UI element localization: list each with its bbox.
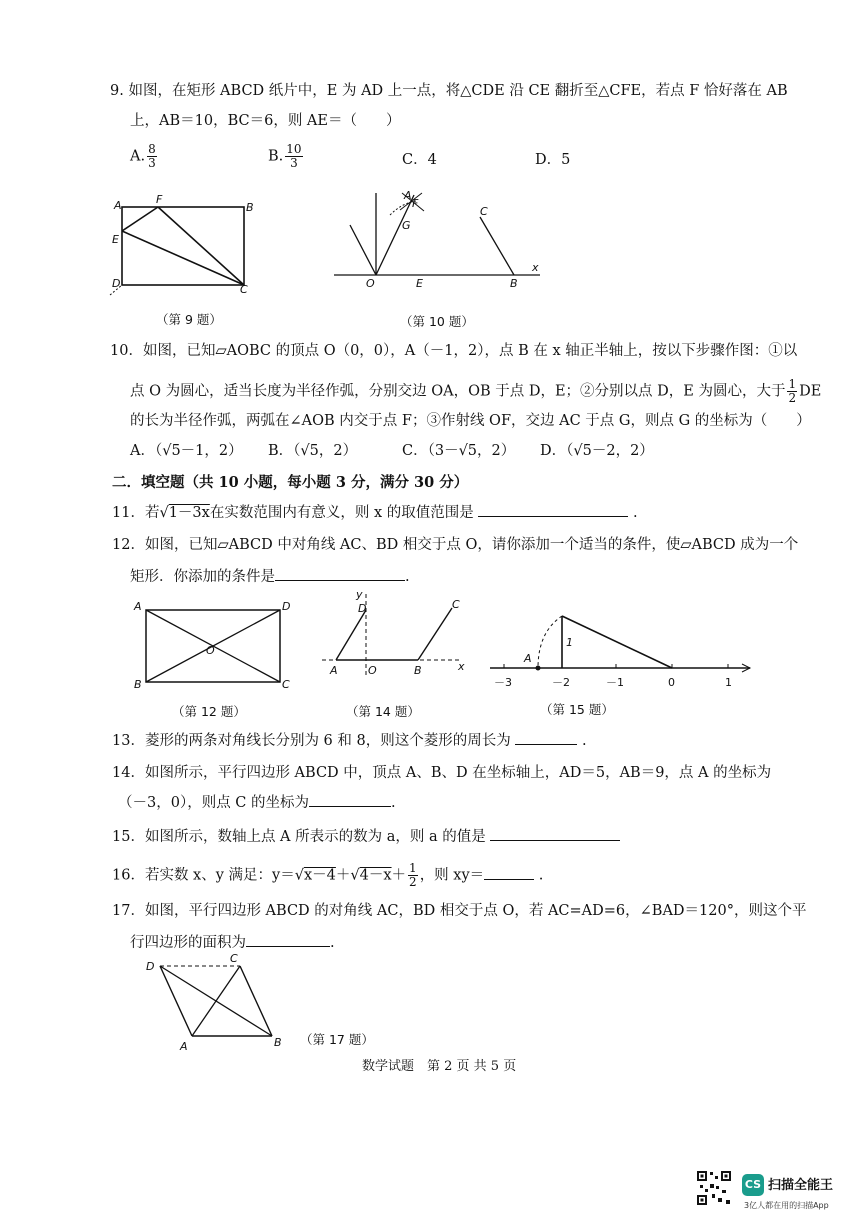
q12-line1: 12．如图，已知▱ABCD 中对角线 AC、BD 相交于点 O，请你添加一个适当的条件，使▱ABCD 成为一个	[112, 537, 799, 553]
q10-option-a: A．（√5－1，2）	[130, 443, 243, 459]
figure-12	[130, 600, 300, 695]
q17-answer-blank[interactable]	[246, 946, 330, 947]
camscanner-tagline: 3亿人都在用的扫描App	[744, 1201, 829, 1210]
fig14-label-c: C	[452, 598, 460, 611]
q10-line1: 10．如图，已知▱AOBC 的顶点 O（0，0），A（－1，2），点 B 在 x 轴正半轴上，按以下步骤作图：①以	[110, 343, 798, 359]
fig10-label-o: O	[366, 277, 375, 290]
fig15-tick-m3: －3	[494, 676, 512, 689]
figure-17	[140, 950, 300, 1053]
q16: 16．若实数 x、y 满足：y＝√x－4＋√4－x＋ $\frac{1}{2}$ ，则 xy＝ .	[112, 861, 544, 889]
fig17-label-b: B	[274, 1036, 282, 1049]
fig15-tick-1: 1	[725, 676, 732, 689]
fig9-label-d: D	[112, 277, 121, 290]
q12-answer-blank[interactable]	[275, 580, 405, 581]
q12-caption: （第 12 题）	[172, 704, 246, 719]
camscanner-logo: CS	[742, 1174, 764, 1196]
q10-line2: 点 O 为圆心，适当长度为半径作弧，分别交边 OA，OB 于点 D，E；②分别以点 D，E 为圆心，大于 $\frac{1}{2}$ DE	[130, 377, 822, 405]
q9-line2: 上，AB＝10，BC＝6，则 AE＝（ ）	[130, 113, 401, 129]
fig14-label-o: O	[368, 664, 377, 677]
fig10-label-f: F	[412, 197, 419, 210]
figure-15	[486, 610, 756, 690]
fig9-label-c: C	[240, 283, 248, 296]
fig14-label-x: x	[458, 660, 465, 673]
fig12-label-o: O	[206, 644, 215, 657]
fig10-label-e: E	[416, 277, 423, 290]
fig10-label-b: B	[510, 277, 518, 290]
fig9-label-a: A	[114, 199, 122, 212]
fig9-label-f: F	[156, 193, 163, 206]
fig12-label-b: B	[134, 678, 142, 691]
fig15-tick-m2: －2	[552, 676, 570, 689]
q17-caption: （第 17 题）	[300, 1032, 374, 1047]
fig10-label-a: A	[404, 189, 412, 202]
q10-option-b: B．（√5，2）	[268, 443, 358, 459]
q15-answer-blank[interactable]	[490, 840, 620, 841]
qr-code-icon	[696, 1170, 732, 1206]
q9-option-b: B. $\frac{10}{3}$	[268, 142, 302, 170]
q14-line1: 14．如图所示，平行四边形 ABCD 中，顶点 A、B、D 在坐标轴上，AD＝5，AB＝9，点 A 的坐标为	[112, 765, 772, 781]
fig17-label-c: C	[230, 952, 238, 965]
q13: 13．菱形的两条对角线长分别为 6 和 8，则这个菱形的周长为 .	[112, 733, 587, 749]
page-footer: 数学试题 第 2 页 共 5 页	[362, 1059, 517, 1074]
q9-option-c: C．4	[402, 152, 437, 168]
q11-answer-blank[interactable]	[478, 516, 628, 517]
q17-line2: 行四边形的面积为 .	[130, 935, 335, 951]
fig15-label-1: 1	[566, 636, 573, 649]
fig14-label-y: y	[356, 588, 363, 601]
q9-option-d: D．5	[535, 152, 571, 168]
q10-option-c: C．（3－√5，2）	[402, 443, 516, 459]
fig9-label-b: B	[246, 201, 254, 214]
q17-line1: 17．如图，平行四边形 ABCD 的对角线 AC，BD 相交于点 O，若 AC=AD=6，∠BAD＝120°，则这个平	[112, 903, 807, 919]
q11: 11．若√1－3x在实数范围内有意义，则 x 的取值范围是 .	[112, 505, 638, 521]
q15: 15．如图所示，数轴上点 A 所表示的数为 a，则 a 的值是	[112, 830, 620, 845]
fig14-label-b: B	[414, 664, 422, 677]
q9-line1: 9. 如图，在矩形 ABCD 纸片中，E 为 AD 上一点，将△CDE 沿 CE 翻折至△CFE，若点 F 恰好落在 AB	[110, 83, 788, 99]
fig14-label-a: A	[330, 664, 338, 677]
q15-caption: （第 15 题）	[540, 702, 614, 717]
q14-answer-blank[interactable]	[309, 806, 391, 807]
q14-line2: （－3，0），则点 C 的坐标为 .	[118, 795, 396, 811]
figure-10	[330, 185, 545, 295]
q13-answer-blank[interactable]	[515, 744, 577, 745]
fig14-label-d: D	[358, 602, 367, 615]
figure-9	[100, 195, 260, 305]
camscanner-name: 扫描全能王	[768, 1178, 834, 1193]
fig9-label-e: E	[112, 233, 119, 246]
fig17-label-d: D	[146, 960, 155, 973]
fig15-tick-m1: －1	[606, 676, 624, 689]
q14-caption: （第 14 题）	[346, 704, 420, 719]
q9-caption: （第 9 题）	[156, 312, 222, 327]
fig17-label-a: A	[180, 1040, 188, 1053]
fig12-label-c: C	[282, 678, 290, 691]
fig12-label-a: A	[134, 600, 142, 613]
fig10-label-g: G	[402, 219, 411, 232]
fig15-label-a: A	[524, 652, 532, 665]
fig12-label-d: D	[282, 600, 291, 613]
fig15-tick-0: 0	[668, 676, 675, 689]
q12-line2: 矩形．你添加的条件是 .	[130, 569, 410, 585]
figure-14	[318, 588, 468, 688]
q10-caption: （第 10 题）	[400, 314, 474, 329]
q10-option-d: D．（√5－2，2）	[540, 443, 654, 459]
fig10-label-c: C	[480, 205, 488, 218]
q16-answer-blank[interactable]	[484, 879, 534, 880]
section-2-heading: 二．填空题（共 10 小题，每小题 3 分，满分 30 分）	[112, 474, 469, 491]
q9-option-a: A. $\frac{8}{3}$	[130, 142, 156, 170]
q10-line3: 的长为半径作弧，两弧在∠AOB 内交于点 F；③作射线 OF，交边 AC 于点 G，则点 G 的坐标为（ ）	[130, 413, 811, 429]
fig10-label-x: x	[532, 261, 539, 274]
